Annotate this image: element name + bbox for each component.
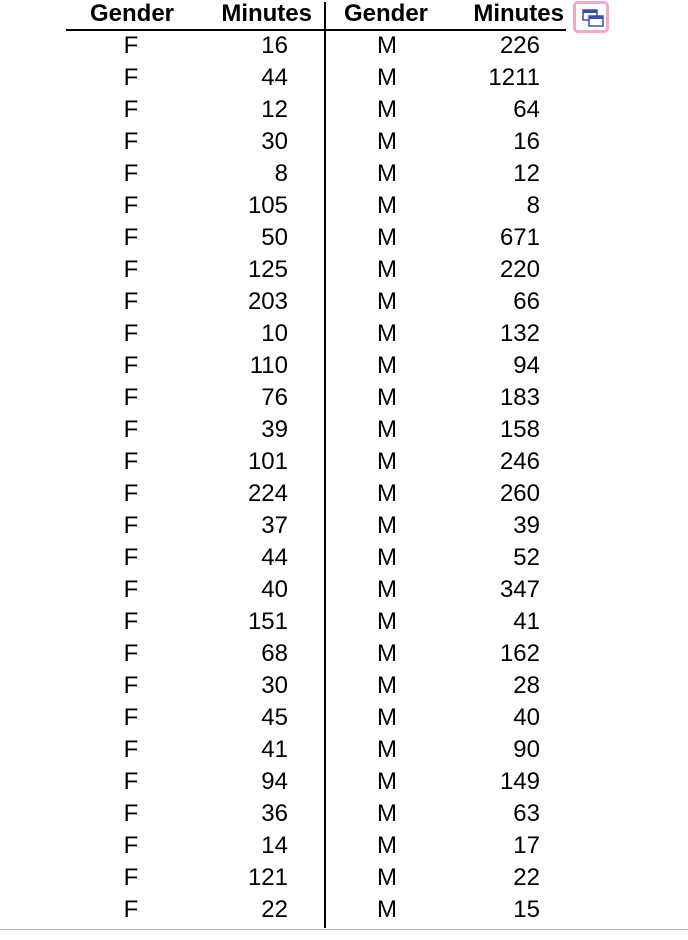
cell-minutes-1: 44 xyxy=(261,64,288,91)
cell-minutes-1: 105 xyxy=(247,192,288,219)
cell-minutes-1: 45 xyxy=(261,704,288,731)
cell-gender-1: F xyxy=(123,896,139,923)
table-row xyxy=(0,542,688,574)
cell-gender-1: F xyxy=(123,320,139,347)
table-row xyxy=(0,894,688,926)
table-row xyxy=(0,158,688,190)
table-row xyxy=(0,318,688,350)
cell-minutes-2: 158 xyxy=(499,416,540,443)
cell-minutes-2: 40 xyxy=(513,704,540,731)
cell-minutes-2: 66 xyxy=(513,288,540,315)
cell-minutes-2: 220 xyxy=(499,256,540,283)
cell-minutes-1: 10 xyxy=(261,320,288,347)
table-row xyxy=(0,638,688,670)
table-row xyxy=(0,606,688,638)
cell-gender-1: F xyxy=(123,864,139,891)
cell-minutes-2: 17 xyxy=(513,832,540,859)
cell-minutes-1: 50 xyxy=(261,224,288,251)
cell-gender-1: F xyxy=(123,672,139,699)
cell-gender-1: F xyxy=(123,480,139,507)
cell-gender-1: F xyxy=(123,224,139,251)
cell-gender-1: F xyxy=(123,608,139,635)
cell-minutes-2: 1211 xyxy=(488,64,540,91)
cell-minutes-1: 22 xyxy=(261,896,288,923)
cell-minutes-1: 76 xyxy=(261,384,288,411)
table-row xyxy=(0,670,688,702)
cell-gender-1: F xyxy=(123,576,139,603)
cell-gender-2: M xyxy=(377,832,397,859)
cell-minutes-1: 41 xyxy=(261,736,288,763)
cell-gender-2: M xyxy=(377,64,397,91)
cell-minutes-2: 347 xyxy=(499,576,540,603)
cell-gender-2: M xyxy=(377,672,397,699)
cell-gender-2: M xyxy=(377,544,397,571)
cell-gender-1: F xyxy=(123,32,139,59)
cell-minutes-2: 246 xyxy=(499,448,540,475)
cell-gender-2: M xyxy=(377,704,397,731)
cell-gender-1: F xyxy=(123,448,139,475)
cell-minutes-2: 28 xyxy=(513,672,540,699)
cell-gender-2: M xyxy=(377,608,397,635)
bottom-rule xyxy=(0,929,688,930)
cell-gender-1: F xyxy=(123,128,139,155)
cell-gender-2: M xyxy=(377,800,397,827)
cell-gender-1: F xyxy=(123,512,139,539)
cell-minutes-2: 90 xyxy=(513,736,540,763)
cell-minutes-2: 8 xyxy=(526,192,540,219)
cell-minutes-1: 101 xyxy=(247,448,288,475)
table-row xyxy=(0,382,688,414)
cell-minutes-1: 94 xyxy=(261,768,288,795)
cell-gender-2: M xyxy=(377,512,397,539)
cell-minutes-1: 203 xyxy=(247,288,288,315)
cell-gender-1: F xyxy=(123,768,139,795)
cell-gender-2: M xyxy=(377,416,397,443)
copy-table-button[interactable] xyxy=(573,1,609,33)
cell-minutes-2: 52 xyxy=(513,544,540,571)
table-body xyxy=(0,30,688,926)
cell-gender-2: M xyxy=(377,224,397,251)
cell-gender-1: F xyxy=(123,288,139,315)
cell-minutes-2: 16 xyxy=(513,128,540,155)
cell-gender-1: F xyxy=(123,64,139,91)
cell-minutes-1: 12 xyxy=(261,96,288,123)
cell-gender-2: M xyxy=(377,768,397,795)
table-row xyxy=(0,350,688,382)
cell-minutes-2: 132 xyxy=(499,320,540,347)
table-row xyxy=(0,766,688,798)
cell-gender-1: F xyxy=(123,736,139,763)
cell-minutes-2: 162 xyxy=(499,640,540,667)
table-row xyxy=(0,702,688,734)
cell-gender-2: M xyxy=(377,640,397,667)
cell-gender-1: F xyxy=(123,704,139,731)
table-row xyxy=(0,62,688,94)
table-row xyxy=(0,862,688,894)
table-row xyxy=(0,286,688,318)
table-row xyxy=(0,126,688,158)
cell-minutes-2: 149 xyxy=(499,768,540,795)
cell-minutes-2: 12 xyxy=(513,160,540,187)
table-row xyxy=(0,830,688,862)
table-row xyxy=(0,478,688,510)
cell-minutes-1: 37 xyxy=(261,512,288,539)
cell-gender-2: M xyxy=(377,384,397,411)
table-row xyxy=(0,574,688,606)
cell-gender-2: M xyxy=(377,448,397,475)
cell-gender-1: F xyxy=(123,384,139,411)
cell-minutes-2: 39 xyxy=(513,512,540,539)
cell-minutes-2: 226 xyxy=(499,32,540,59)
cell-minutes-1: 14 xyxy=(261,832,288,859)
cell-gender-2: M xyxy=(377,352,397,379)
cell-gender-2: M xyxy=(377,160,397,187)
cell-minutes-1: 121 xyxy=(247,864,288,891)
table-row xyxy=(0,190,688,222)
cell-gender-2: M xyxy=(377,288,397,315)
cell-minutes-1: 30 xyxy=(261,128,288,155)
cell-gender-1: F xyxy=(123,544,139,571)
cell-minutes-2: 63 xyxy=(513,800,540,827)
cell-gender-2: M xyxy=(377,864,397,891)
cell-minutes-1: 110 xyxy=(249,352,288,379)
cell-gender-1: F xyxy=(123,96,139,123)
cell-gender-1: F xyxy=(123,256,139,283)
cell-minutes-1: 44 xyxy=(261,544,288,571)
table-row xyxy=(0,30,688,62)
cell-gender-1: F xyxy=(123,352,139,379)
cell-minutes-1: 151 xyxy=(247,608,288,635)
cell-gender-2: M xyxy=(377,256,397,283)
cell-gender-2: M xyxy=(377,192,397,219)
column-header-minutes-2: Minutes xyxy=(473,0,564,27)
cell-minutes-1: 36 xyxy=(261,800,288,827)
cell-minutes-1: 224 xyxy=(247,480,288,507)
table-row xyxy=(0,734,688,766)
cell-minutes-2: 94 xyxy=(513,352,540,379)
cell-gender-2: M xyxy=(377,576,397,603)
cell-minutes-1: 8 xyxy=(274,160,288,187)
cell-gender-1: F xyxy=(123,192,139,219)
cell-gender-1: F xyxy=(123,160,139,187)
table-row xyxy=(0,446,688,478)
column-header-minutes-1: Minutes xyxy=(221,0,312,27)
copy-table-icon xyxy=(582,9,604,27)
cell-gender-2: M xyxy=(377,736,397,763)
table-row xyxy=(0,414,688,446)
cell-gender-2: M xyxy=(377,896,397,923)
cell-gender-2: M xyxy=(377,320,397,347)
table-row xyxy=(0,254,688,286)
cell-minutes-1: 40 xyxy=(261,576,288,603)
cell-gender-1: F xyxy=(123,832,139,859)
table-row xyxy=(0,798,688,830)
cell-minutes-1: 39 xyxy=(261,416,288,443)
cell-gender-1: F xyxy=(123,640,139,667)
cell-minutes-2: 183 xyxy=(499,384,540,411)
cell-minutes-2: 671 xyxy=(499,224,540,251)
cell-gender-1: F xyxy=(123,800,139,827)
cell-minutes-2: 15 xyxy=(513,896,540,923)
cell-minutes-1: 68 xyxy=(261,640,288,667)
table-row xyxy=(0,510,688,542)
table-row xyxy=(0,94,688,126)
cell-minutes-2: 64 xyxy=(513,96,540,123)
cell-gender-2: M xyxy=(377,32,397,59)
cell-minutes-2: 41 xyxy=(513,608,540,635)
column-header-gender-1: Gender xyxy=(89,0,175,27)
cell-gender-2: M xyxy=(377,128,397,155)
table-row xyxy=(0,222,688,254)
cell-minutes-1: 125 xyxy=(247,256,288,283)
cell-gender-1: F xyxy=(123,416,139,443)
cell-minutes-2: 22 xyxy=(513,864,540,891)
cell-minutes-1: 30 xyxy=(261,672,288,699)
column-header-gender-2: Gender xyxy=(343,0,429,27)
cell-minutes-2: 260 xyxy=(499,480,540,507)
cell-gender-2: M xyxy=(377,480,397,507)
cell-gender-2: M xyxy=(377,96,397,123)
cell-minutes-1: 16 xyxy=(261,32,288,59)
